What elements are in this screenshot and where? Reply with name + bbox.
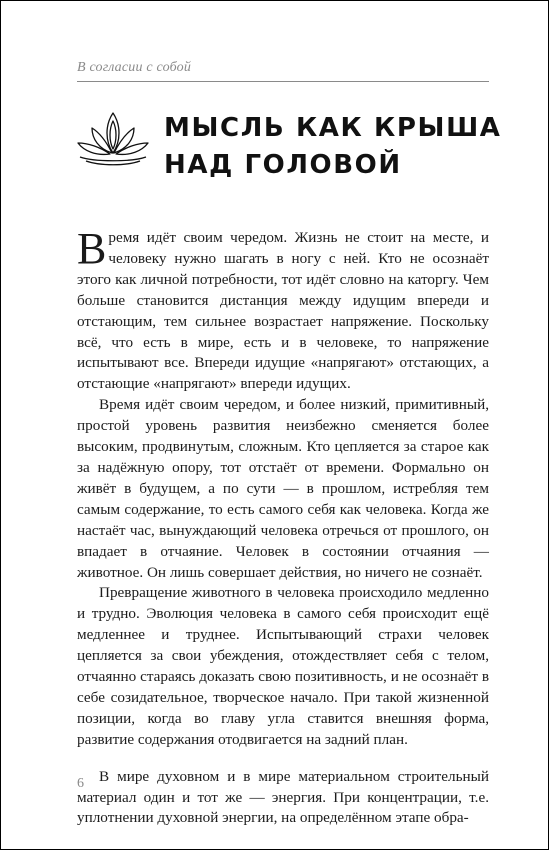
paragraph-2: Время идёт своим чередом, и более низкий, примитивный, простой уровень развития неизбежно сменяется более высоким, продвинутым, сложным. Кто цепляется за старое как за надёжную опору, тот отстаёт от времени. Формально он живёт в будущем, а по сути — в прошлом, истребляя тем самым содержание, то есть самого себя как человека. Когда же настаёт час, вынуждающий человека отречься от прошлого, он впадает в отчаяние. Человек в состоянии отчаяния — животное. Он лишь совершает действия, но ничего не сознаёт.: [77, 396, 489, 581]
paragraph-1: [77, 224, 489, 395]
chapter-title-line-1: МЫСЛЬ КАК КРЫША: [164, 113, 502, 143]
running-head: В согласии с собой: [77, 60, 192, 75]
drop-cap: В: [77, 224, 107, 273]
paragraph-4: В мире духовном и в мире материальном строительный материал один и тот же — энергия. При концентрации, т.е. уплотнении духовной энергии, на определённом этапе обра-: [77, 767, 489, 827]
chapter-title-line-2: НАД ГОЛОВОЙ: [164, 150, 402, 180]
header-rule: [77, 81, 489, 82]
paragraph-1-text: ремя идёт своим чередом. Жизнь не стоит на месте, и человеку нужно шагать в ногу с ней. Кто не осознаёт этого как личной потребности, тот идёт словно на каторгу. Чем больше становится дистанция между идущим впереди и отстающим, тем сильнее возрастает напряжение. Поскольку всё, что есть в мире, есть и в человеке, то напряжение испытывают все. Впереди идущие «напрягают» отстающих, а отстающие «напрягают» впереди идущих.: [77, 229, 489, 393]
lotus-icon: [72, 111, 154, 171]
page-number: 6: [77, 776, 84, 791]
paragraph-3: Превращение животного в человека происходило медленно и трудно. Эволюция человека в самого себя происходит ещё медленнее и труднее. Испытывающий страхи человек цепляется за свои убеждения, отождествляет себя с телом, отчаянно стараясь доказать свою позитивность, и не осознаёт в себе созидательное, творческое начало. При такой жизненной позиции, когда во главу угла ставится внешняя форма, развитие содержания отодвигается на задний план.: [77, 584, 489, 748]
body-text: [77, 224, 489, 829]
chapter-title: [164, 110, 504, 184]
